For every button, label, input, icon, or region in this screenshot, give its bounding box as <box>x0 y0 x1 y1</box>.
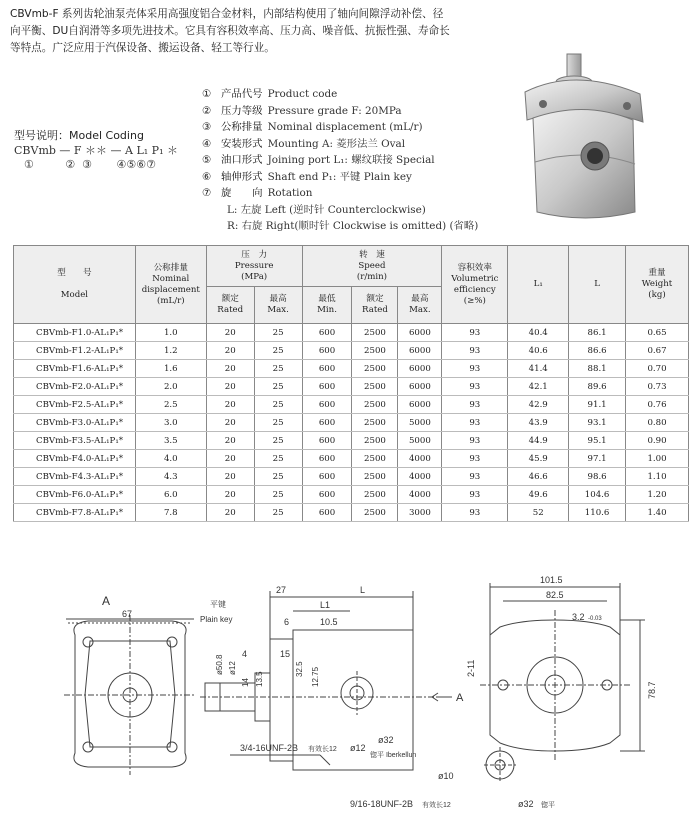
table-cell: 0.76 <box>626 396 689 414</box>
table-cell: 6000 <box>398 378 442 396</box>
header-pressure: 压 力 Pressure (MPa) <box>206 246 302 287</box>
table-cell: CBVmb-F3.0-AL₁P₁* <box>14 414 136 432</box>
dim-12-shaft: ø12 <box>228 661 237 675</box>
table-cell: 2500 <box>352 468 398 486</box>
table-cell: 93 <box>442 324 508 342</box>
table-cell: 600 <box>302 468 352 486</box>
legend-cn: 安装形式 <box>221 137 263 150</box>
port2-spotface: 锪平 <box>541 802 555 809</box>
table-cell: 2500 <box>352 324 398 342</box>
table-cell: 2500 <box>352 504 398 522</box>
table-cell: 25 <box>254 324 302 342</box>
table-cell: 93 <box>442 378 508 396</box>
table-cell: 40.4 <box>508 324 569 342</box>
table-cell: 0.80 <box>626 414 689 432</box>
table-cell: 7.8 <box>135 504 206 522</box>
table-cell: 20 <box>206 396 254 414</box>
model-code-numbers: ① ② ③ ④⑤⑥⑦ <box>24 158 156 171</box>
legend-num: ② <box>202 104 212 117</box>
header-l: L <box>569 246 626 324</box>
table-cell: 1.00 <box>626 450 689 468</box>
dim-l1: L1 <box>320 600 331 610</box>
pump-photo <box>515 52 655 227</box>
table-cell: 25 <box>254 486 302 504</box>
table-cell: CBVmb-F1.6-AL₁P₁* <box>14 360 136 378</box>
header-speed-rated: 额定 Rated <box>352 287 398 324</box>
table-cell: 5000 <box>398 414 442 432</box>
table-cell: 0.73 <box>626 378 689 396</box>
legend-item <box>202 136 478 153</box>
plain-key-cn: 平键 <box>210 600 226 609</box>
header-weight: 重量 Weight (kg) <box>626 246 689 324</box>
table-cell: CBVmb-F4.0-AL₁P₁* <box>14 450 136 468</box>
table-cell: 0.90 <box>626 432 689 450</box>
table-cell: 20 <box>206 468 254 486</box>
table-cell: 20 <box>206 414 254 432</box>
table-cell: 25 <box>254 432 302 450</box>
table-header-row <box>14 246 689 287</box>
table-cell: 1.40 <box>626 504 689 522</box>
table-cell: 43.9 <box>508 414 569 432</box>
port2-thread: 9/16-18UNF-2B <box>350 799 414 809</box>
legend-en: Product code <box>267 88 338 100</box>
table-cell: 600 <box>302 486 352 504</box>
table-cell: 4.3 <box>135 468 206 486</box>
legend-num: ⑥ <box>202 170 212 183</box>
table-row <box>14 486 689 504</box>
header-pressure-rated: 额定 Rated <box>206 287 254 324</box>
legend-item <box>202 152 478 169</box>
dim-32-5: 32.5 <box>295 661 304 677</box>
legend-item <box>202 169 478 186</box>
table-cell: 110.6 <box>569 504 626 522</box>
table-cell: 6000 <box>398 342 442 360</box>
port1-dia: ø12 <box>350 743 366 753</box>
table-cell: 98.6 <box>569 468 626 486</box>
table-cell: 0.65 <box>626 324 689 342</box>
table-cell: 0.70 <box>626 360 689 378</box>
header-efficiency: 容积效率 Volumetric efficiency (≥%) <box>442 246 508 324</box>
table-cell: 6000 <box>398 396 442 414</box>
table-cell: 600 <box>302 342 352 360</box>
table-cell: 93 <box>442 468 508 486</box>
table-cell: 2500 <box>352 396 398 414</box>
intro-line: 向平衡、DU自润滑等多项先进技术。它具有容积效率高、压力高、噪音低、抗振性强、寿命长 <box>10 25 450 37</box>
dim-4: 4 <box>242 649 248 659</box>
legend-en: Rotation <box>267 187 313 199</box>
table-cell: 600 <box>302 378 352 396</box>
table-row <box>14 468 689 486</box>
header-model: 型 号 Model <box>14 246 136 324</box>
table-cell: CBVmb-F1.2-AL₁P₁* <box>14 342 136 360</box>
table-cell: 41.4 <box>508 360 569 378</box>
intro-paragraph <box>10 6 695 57</box>
table-cell: 93 <box>442 504 508 522</box>
table-cell: CBVmb-F2.5-AL₁P₁* <box>14 396 136 414</box>
table-cell: 25 <box>254 504 302 522</box>
header-speed: 转 速 Speed (r/min) <box>302 246 442 287</box>
dim-6: 6 <box>284 617 290 627</box>
table-cell: 25 <box>254 396 302 414</box>
dim-12-75: 12.75 <box>311 666 320 687</box>
port2-depth: 有效长12 <box>422 802 451 809</box>
dim-10-5: 10.5 <box>320 617 338 627</box>
table-cell: 20 <box>206 432 254 450</box>
table-cell: 93 <box>442 486 508 504</box>
header-displacement: 公称排量 Nominal displacement (mL/r) <box>135 246 206 324</box>
table-cell: 20 <box>206 378 254 396</box>
table-cell: 42.9 <box>508 396 569 414</box>
table-cell: 93 <box>442 342 508 360</box>
header-l1: L₁ <box>508 246 569 324</box>
arrow-a-label: A <box>456 692 464 704</box>
header-speed-max: 最高 Max. <box>398 287 442 324</box>
legend-en: Joining port L₁: 螺纹联接 Special <box>267 154 435 166</box>
legend-cn: 旋 向 <box>221 187 263 199</box>
table-cell: 91.1 <box>569 396 626 414</box>
port2-32: ø32 <box>518 799 534 809</box>
table-cell: 0.67 <box>626 342 689 360</box>
table-cell: 45.9 <box>508 450 569 468</box>
rotation-left: L: 左旋 Left (逆时针 Counterclockwise) <box>227 203 426 216</box>
dim-101-5: 101.5 <box>540 575 563 585</box>
table-cell: 88.1 <box>569 360 626 378</box>
legend-en: Shaft end P₁: 平键 Plain key <box>267 170 412 183</box>
legend-cn: 公称排量 <box>221 121 263 133</box>
intro-line: CBVmb-F 系列齿轮油泵壳体采用高强度铝合金材料，内部结构使用了轴向间隙浮动补偿、径 <box>10 8 444 20</box>
table-cell: 600 <box>302 324 352 342</box>
table-cell: 86.6 <box>569 342 626 360</box>
legend-en: Nominal displacement (mL/r) <box>267 121 423 133</box>
table-cell: 86.1 <box>569 324 626 342</box>
table-row <box>14 414 689 432</box>
table-cell: 4000 <box>398 450 442 468</box>
table-cell: 25 <box>254 360 302 378</box>
table-cell: 2500 <box>352 450 398 468</box>
table-cell: 3.0 <box>135 414 206 432</box>
table-cell: 2500 <box>352 342 398 360</box>
table-cell: 25 <box>254 414 302 432</box>
table-cell: 25 <box>254 342 302 360</box>
table-cell: 89.6 <box>569 378 626 396</box>
table-row <box>14 450 689 468</box>
legend-item <box>202 185 478 202</box>
table-cell: 20 <box>206 486 254 504</box>
legend-item <box>202 103 478 120</box>
model-coding-title: 型号说明：Model Coding <box>14 129 144 142</box>
dim-14: 14 <box>241 678 250 687</box>
table-cell: 20 <box>206 504 254 522</box>
dimension-drawing <box>0 575 700 827</box>
table-cell: 6000 <box>398 360 442 378</box>
table-cell: 1.10 <box>626 468 689 486</box>
view-a-label: A <box>102 594 111 608</box>
dim-67: 67 <box>122 609 133 619</box>
dim-shaft-height: 13.5 <box>255 671 264 687</box>
table-cell: 44.9 <box>508 432 569 450</box>
table-cell: 3.5 <box>135 432 206 450</box>
table-row <box>14 360 689 378</box>
table-cell: 2.0 <box>135 378 206 396</box>
spotface-label: 锪平 Iberkellun <box>370 752 417 759</box>
table-cell: 2500 <box>352 360 398 378</box>
table-cell: 1.6 <box>135 360 206 378</box>
table-cell: 93 <box>442 396 508 414</box>
table-cell: 25 <box>254 468 302 486</box>
table-row <box>14 342 689 360</box>
table-cell: 46.6 <box>508 468 569 486</box>
table-row <box>14 396 689 414</box>
port-32: ø32 <box>378 735 394 745</box>
legend-en: Mounting A: 菱形法兰 Oval <box>267 137 406 150</box>
table-cell: 600 <box>302 504 352 522</box>
table-cell: 20 <box>206 450 254 468</box>
table-cell: 4000 <box>398 486 442 504</box>
legend-num: ④ <box>202 137 212 150</box>
spec-table <box>13 245 689 522</box>
table-cell: 25 <box>254 378 302 396</box>
table-cell: 97.1 <box>569 450 626 468</box>
table-cell: 20 <box>206 360 254 378</box>
table-cell: 20 <box>206 342 254 360</box>
table-cell: 600 <box>302 432 352 450</box>
table-cell: 93 <box>442 360 508 378</box>
table-cell: 2500 <box>352 414 398 432</box>
port2-dia-10: ø10 <box>438 771 454 781</box>
legend-cn: 油口形式 <box>221 154 263 166</box>
plain-key-en: Plain key <box>200 615 233 624</box>
legend-item <box>202 119 478 136</box>
tol-3-2: -0.03 <box>588 616 602 622</box>
dim-82-5: 82.5 <box>546 590 564 600</box>
table-cell: 42.1 <box>508 378 569 396</box>
table-body <box>14 324 689 522</box>
table-cell: 600 <box>302 360 352 378</box>
table-cell: 5000 <box>398 432 442 450</box>
table-cell: 1.0 <box>135 324 206 342</box>
table-cell: 1.2 <box>135 342 206 360</box>
dim-15: 15 <box>280 649 291 659</box>
table-cell: 4000 <box>398 468 442 486</box>
legend-cn: 轴伸形式 <box>221 170 263 183</box>
dim-3-2: 3.2 <box>572 612 585 622</box>
dim-50-8: ø50.8 <box>215 654 224 675</box>
header-speed-min: 最低 Min. <box>302 287 352 324</box>
table-cell: 2500 <box>352 432 398 450</box>
table-cell: 95.1 <box>569 432 626 450</box>
table-cell: 20 <box>206 324 254 342</box>
table-cell: CBVmb-F4.3-AL₁P₁* <box>14 468 136 486</box>
dim-78-7: 78.7 <box>647 681 657 699</box>
code-legend <box>202 86 478 235</box>
table-cell: 93 <box>442 432 508 450</box>
legend-en: Pressure grade F: 20MPa <box>267 104 402 117</box>
dim-2-11: 2-11 <box>466 659 476 677</box>
table-row <box>14 378 689 396</box>
table-cell: 600 <box>302 396 352 414</box>
table-cell: CBVmb-F7.8-AL₁P₁* <box>14 504 136 522</box>
table-cell: 104.6 <box>569 486 626 504</box>
rotation-right: R: 右旋 Right(顺时针 Clockwise is omitted) (省略) <box>227 220 479 232</box>
table-cell: 40.6 <box>508 342 569 360</box>
legend-num: ① <box>202 88 212 100</box>
table-cell: 6.0 <box>135 486 206 504</box>
table-cell: 25 <box>254 450 302 468</box>
legend-num: ⑤ <box>202 154 212 166</box>
table-cell: 93 <box>442 414 508 432</box>
table-cell: 93 <box>442 450 508 468</box>
table-cell: CBVmb-F2.0-AL₁P₁* <box>14 378 136 396</box>
legend-cn: 产品代号 <box>221 88 263 100</box>
table-cell: 2500 <box>352 378 398 396</box>
header-pressure-max: 最高 Max. <box>254 287 302 324</box>
table-row <box>14 504 689 522</box>
table-cell: 600 <box>302 450 352 468</box>
dim-27: 27 <box>276 585 287 595</box>
table-row <box>14 324 689 342</box>
table-cell: 4.0 <box>135 450 206 468</box>
table-cell: CBVmb-F6.0-AL₁P₁* <box>14 486 136 504</box>
legend-num: ⑦ <box>202 187 212 199</box>
table-cell: 6000 <box>398 324 442 342</box>
port1-thread: 3/4-16UNF-2B <box>240 743 299 753</box>
table-cell: 93.1 <box>569 414 626 432</box>
dim-l: L <box>360 585 366 595</box>
table-cell: 49.6 <box>508 486 569 504</box>
legend-num: ③ <box>202 121 212 133</box>
intro-line: 等特点。广泛应用于汽保设备、搬运设备、轻工等行业。 <box>10 42 275 54</box>
table-cell: 52 <box>508 504 569 522</box>
table-cell: CBVmb-F1.0-AL₁P₁* <box>14 324 136 342</box>
table-cell: 2.5 <box>135 396 206 414</box>
table-cell: 2500 <box>352 486 398 504</box>
model-code-pattern: CBVmb — F ＊＊ — A L₁ P₁ ＊ <box>14 144 178 157</box>
table-row <box>14 432 689 450</box>
table-cell: 600 <box>302 414 352 432</box>
port1-depth: 有效长12 <box>308 746 337 753</box>
legend-item <box>202 86 478 103</box>
table-cell: 3000 <box>398 504 442 522</box>
table-cell: CBVmb-F3.5-AL₁P₁* <box>14 432 136 450</box>
table-cell: 1.20 <box>626 486 689 504</box>
legend-cn: 压力等级 <box>221 104 263 117</box>
